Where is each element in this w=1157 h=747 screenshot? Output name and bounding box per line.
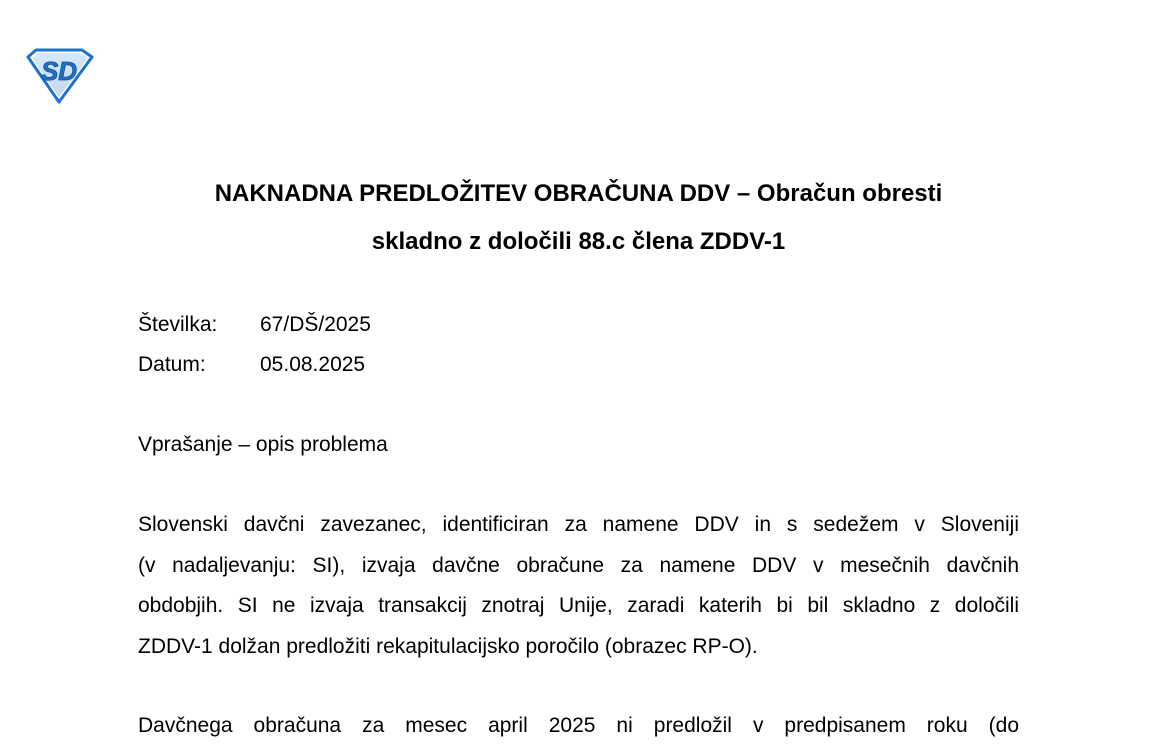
date-value: 05.08.2025 <box>260 353 366 376</box>
paragraph-line: obdobjih. SI ne izvaja transakcij znotraj Unije, zaradi katerih bi bil skladno z določili <box>138 594 1019 617</box>
date-label: Datum: <box>138 353 206 376</box>
title-line-1: NAKNADNA PREDLOŽITEV OBRAČUNA DDV – Obračun obresti <box>214 180 943 207</box>
company-logo-icon <box>22 47 96 105</box>
svg-text:SD: SD <box>40 56 78 86</box>
title-line-2: skladno z določili 88.c člena ZDDV-1 <box>371 228 786 255</box>
paragraph-line: ZDDV-1 dolžan predložiti rekapitulacijsko poročilo (obrazec RP-O). <box>138 634 758 658</box>
paragraph-line: Davčnega obračuna za mesec april 2025 ni predložil v predpisanem roku (do <box>138 714 1019 737</box>
section-heading: Vprašanje – opis problema <box>138 433 388 456</box>
paragraph-1 <box>138 505 1019 667</box>
paragraph-line: Slovenski davčni zavezanec, identificiran za namene DDV in s sedežem v Sloveniji <box>138 513 1019 536</box>
number-label: Številka: <box>138 313 218 336</box>
number-value: 67/DŠ/2025 <box>260 313 371 336</box>
document-title <box>0 170 1157 266</box>
paragraph-line: (v nadaljevanju: SI), izvaja davčne obračune za namene DDV v mesečnih davčnih <box>138 553 1019 577</box>
paragraph-2 <box>138 706 1019 747</box>
